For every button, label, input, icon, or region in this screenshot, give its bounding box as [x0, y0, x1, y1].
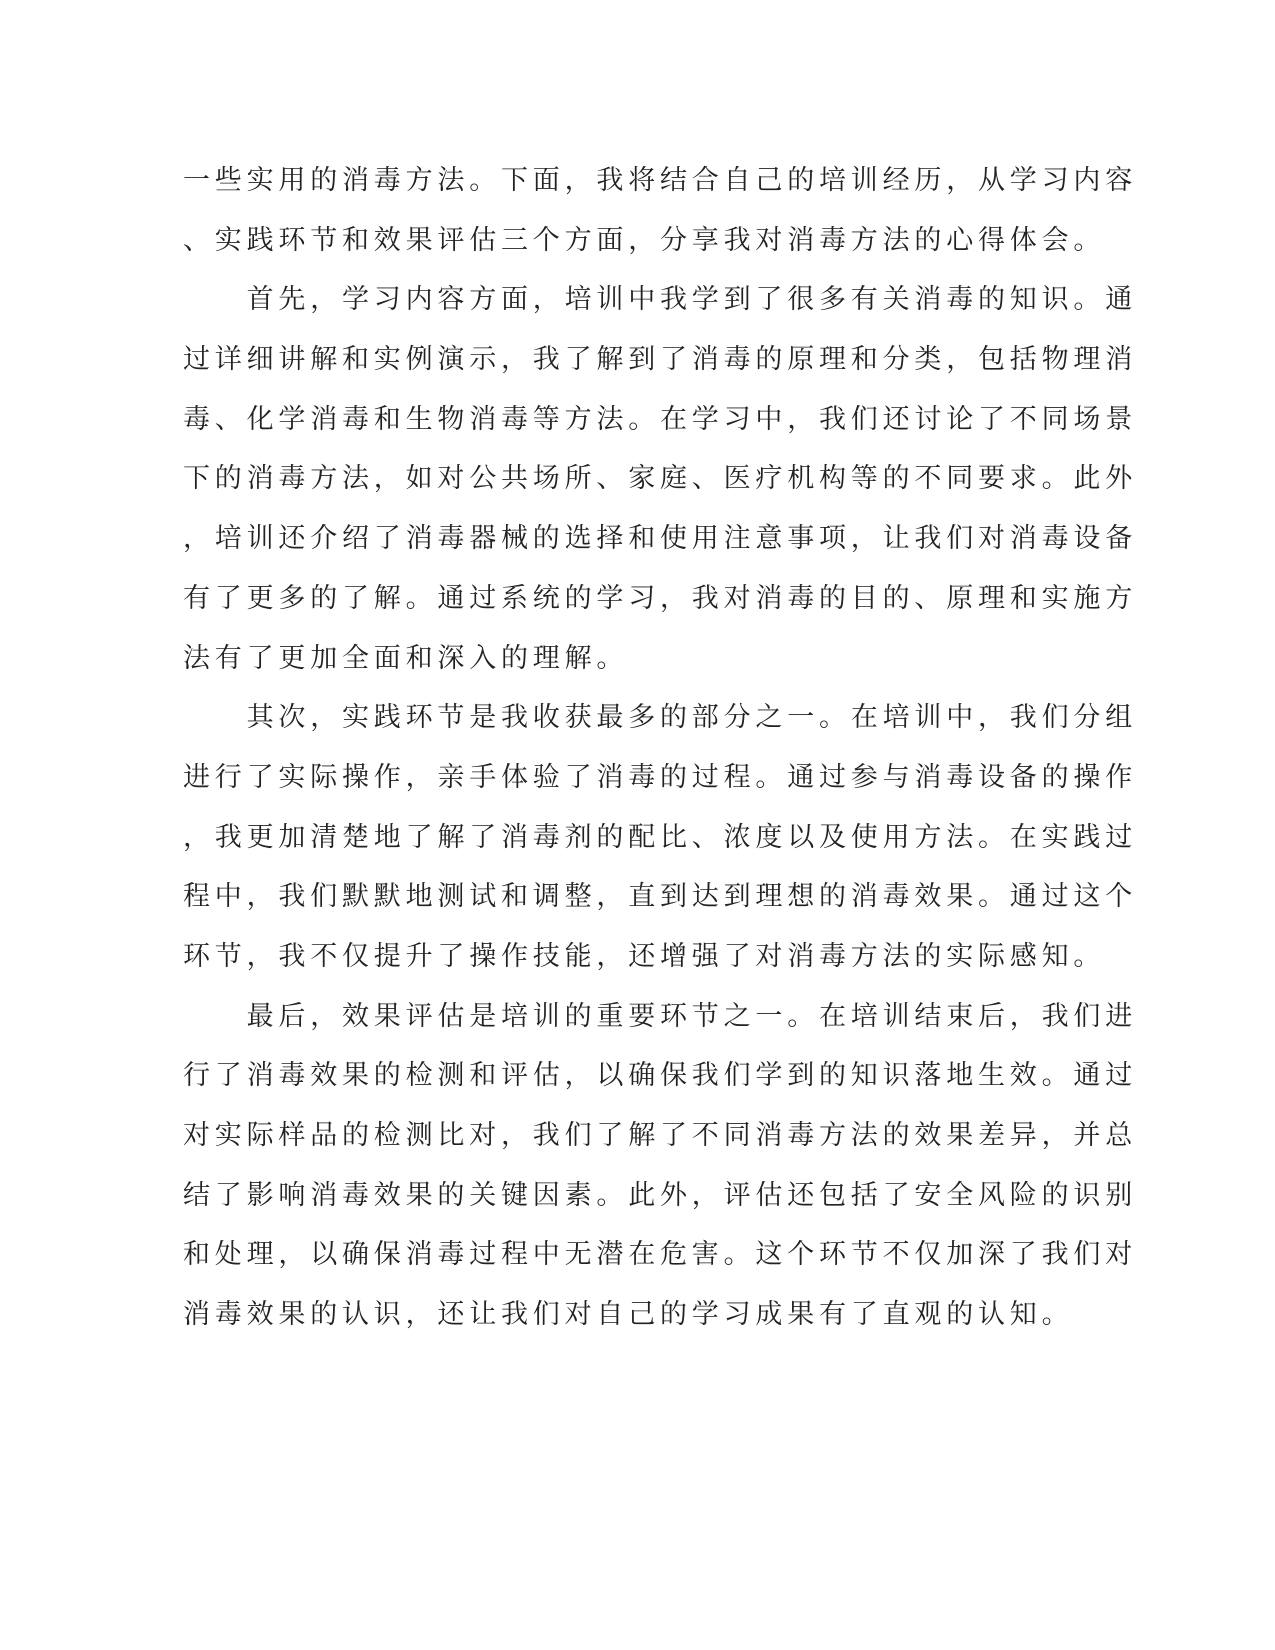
text-line: 下的消毒方法，如对公共场所、家庭、医疗机构等的不同要求。此外 — [183, 463, 1137, 495]
text-line: 消毒效果的认识，还让我们对自己的学习成果有了直观的认知。 — [183, 1299, 1074, 1331]
text-line: 其次，实践环节是我收获最多的部分之一。在培训中，我们分组 — [183, 702, 1137, 734]
text-line: 程中，我们默默地测试和调整，直到达到理想的消毒效果。通过这个 — [183, 881, 1137, 913]
text-line: 进行了实际操作，亲手体验了消毒的过程。通过参与消毒设备的操作 — [183, 761, 1137, 793]
text-line: 环节，我不仅提升了操作技能，还增强了对消毒方法的实际感知。 — [183, 940, 1106, 972]
text-line: 首先，学习内容方面，培训中我学到了很多有关消毒的知识。通 — [183, 284, 1137, 316]
text-line: 、实践环节和效果评估三个方面，分享我对消毒方法的心得体会。 — [183, 224, 1106, 256]
text-line: 对实际样品的检测比对，我们了解了不同消毒方法的效果差异，并总 — [183, 1120, 1137, 1151]
text-line: 结了影响消毒效果的关键因素。此外，评估还包括了安全风险的识别 — [183, 1179, 1137, 1211]
text-line: 毒、化学消毒和生物消毒等方法。在学习中，我们还讨论了不同场景 — [183, 403, 1137, 435]
text-line: 最后，效果评估是培训的重要环节之一。在培训结束后，我们进 — [183, 1000, 1137, 1032]
text-line: 和处理，以确保消毒过程中无潜在危害。这个环节不仅加深了我们对 — [183, 1239, 1137, 1271]
text-line: 行了消毒效果的检测和评估，以确保我们学到的知识落地生效。通过 — [183, 1060, 1137, 1092]
text-line: 过详细讲解和实例演示，我了解到了消毒的原理和分类，包括物理消 — [183, 344, 1137, 376]
text-line: ，我更加清楚地了解了消毒剂的配比、浓度以及使用方法。在实践过 — [183, 821, 1137, 853]
text-line: 有了更多的了解。通过系统的学习，我对消毒的目的、原理和实施方 — [183, 582, 1137, 614]
text-line: 法有了更加全面和深入的理解。 — [183, 642, 629, 674]
text-line: ，培训还介绍了消毒器械的选择和使用注意事项，让我们对消毒设备 — [183, 523, 1137, 555]
text-line: 一些实用的消毒方法。下面，我将结合自己的培训经历，从学习内容 — [183, 165, 1137, 196]
body-text — [183, 158, 1137, 1352]
